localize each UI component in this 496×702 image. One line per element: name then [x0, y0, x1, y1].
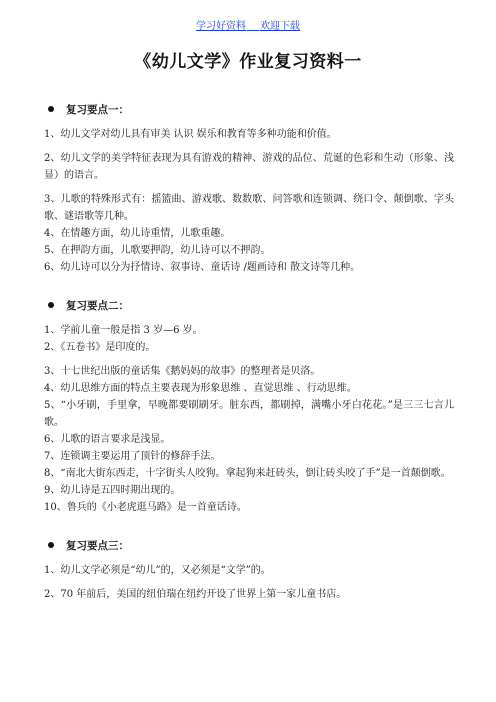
list-item: 7、连锁调主要运用了顶针的修辞手法。 — [44, 451, 221, 462]
list-item: 1、幼儿文学必须是“幼儿”的，又必须是“文学”的。 — [44, 565, 271, 576]
list-item: 10、鲁兵的《小老虎逛马路》是一首童话诗。 — [44, 502, 247, 513]
list-item: 3、十七世纪出版的童话集《鹅妈妈的故事》的整理者是贝洛。 — [44, 366, 321, 377]
bullet-icon — [48, 106, 54, 112]
section-heading — [44, 298, 454, 312]
section-heading-text: 复习要点二： — [66, 299, 129, 312]
header-link-download[interactable]: 欢迎下载 — [260, 21, 300, 32]
section-heading — [44, 538, 454, 552]
list-item: 3、儿歌的特殊形式有：摇篮曲、游戏歌、数数歌、问答歌和连锁调、绕口令、颠倒歌、字头歌、谜语歌等几种。 — [44, 194, 454, 222]
list-item: 5、在押韵方面，儿歌要押韵，幼儿诗可以不押韵。 — [44, 245, 271, 256]
list-item: 8、“南北大街东西走，十字街头人咬狗。拿起狗来赶砖头，倒让砖头咬了手”是一首颠倒歌。 — [44, 468, 451, 479]
list-item: 4、幼儿思维方面的特点主要表现为形象思维 、直觉思维 、行动思维。 — [44, 383, 357, 394]
list-item: 2、70 年前后，美国的纽伯瑞在纽约开设了世界上第一家儿童书店。 — [44, 589, 347, 600]
header-link-study[interactable]: 学习好资料 — [196, 21, 246, 32]
section-heading-text: 复习要点一： — [66, 103, 129, 116]
section-heading — [44, 102, 454, 116]
list-item: 2、《五卷书》是印度的。 — [44, 342, 156, 353]
document-body — [44, 102, 454, 603]
list-item: 9、幼儿诗是五四时期出现的。 — [44, 485, 181, 496]
list-item: 6、幼儿诗可以分为抒情诗、叙事诗、童话诗 /题画诗和 散文诗等几种。 — [44, 262, 361, 273]
bullet-icon — [48, 302, 54, 308]
bullet-icon — [48, 542, 54, 548]
list-item: 1、学前儿童一般是指 3 岁—6 岁。 — [44, 325, 203, 336]
list-item: 2、幼儿文学的美学特征表现为具有游戏的精神、游戏的品位、荒诞的色彩和生动（形象、浅显）的语言。 — [44, 153, 454, 181]
document-title: 《幼儿文学》作业复习资料一 — [134, 52, 362, 72]
list-item: 1、幼儿文学对幼儿具有审美 认识 娱乐和教育等多种功能和价值。 — [44, 129, 337, 140]
list-item: 4、在情趣方面，幼儿诗重情，儿歌重趣。 — [44, 228, 231, 239]
section-heading-text: 复习要点三： — [66, 539, 129, 552]
header-link-gap — [246, 21, 260, 32]
header-link[interactable] — [0, 17, 496, 32]
list-item: 6、儿歌的语言要求是浅显。 — [44, 434, 171, 445]
list-item: 5、“小牙刷，手里拿，早晚都要刷刷牙。脏东西，都刷掉，满嘴小牙白花花。”是三三七言儿歌。 — [44, 400, 454, 428]
